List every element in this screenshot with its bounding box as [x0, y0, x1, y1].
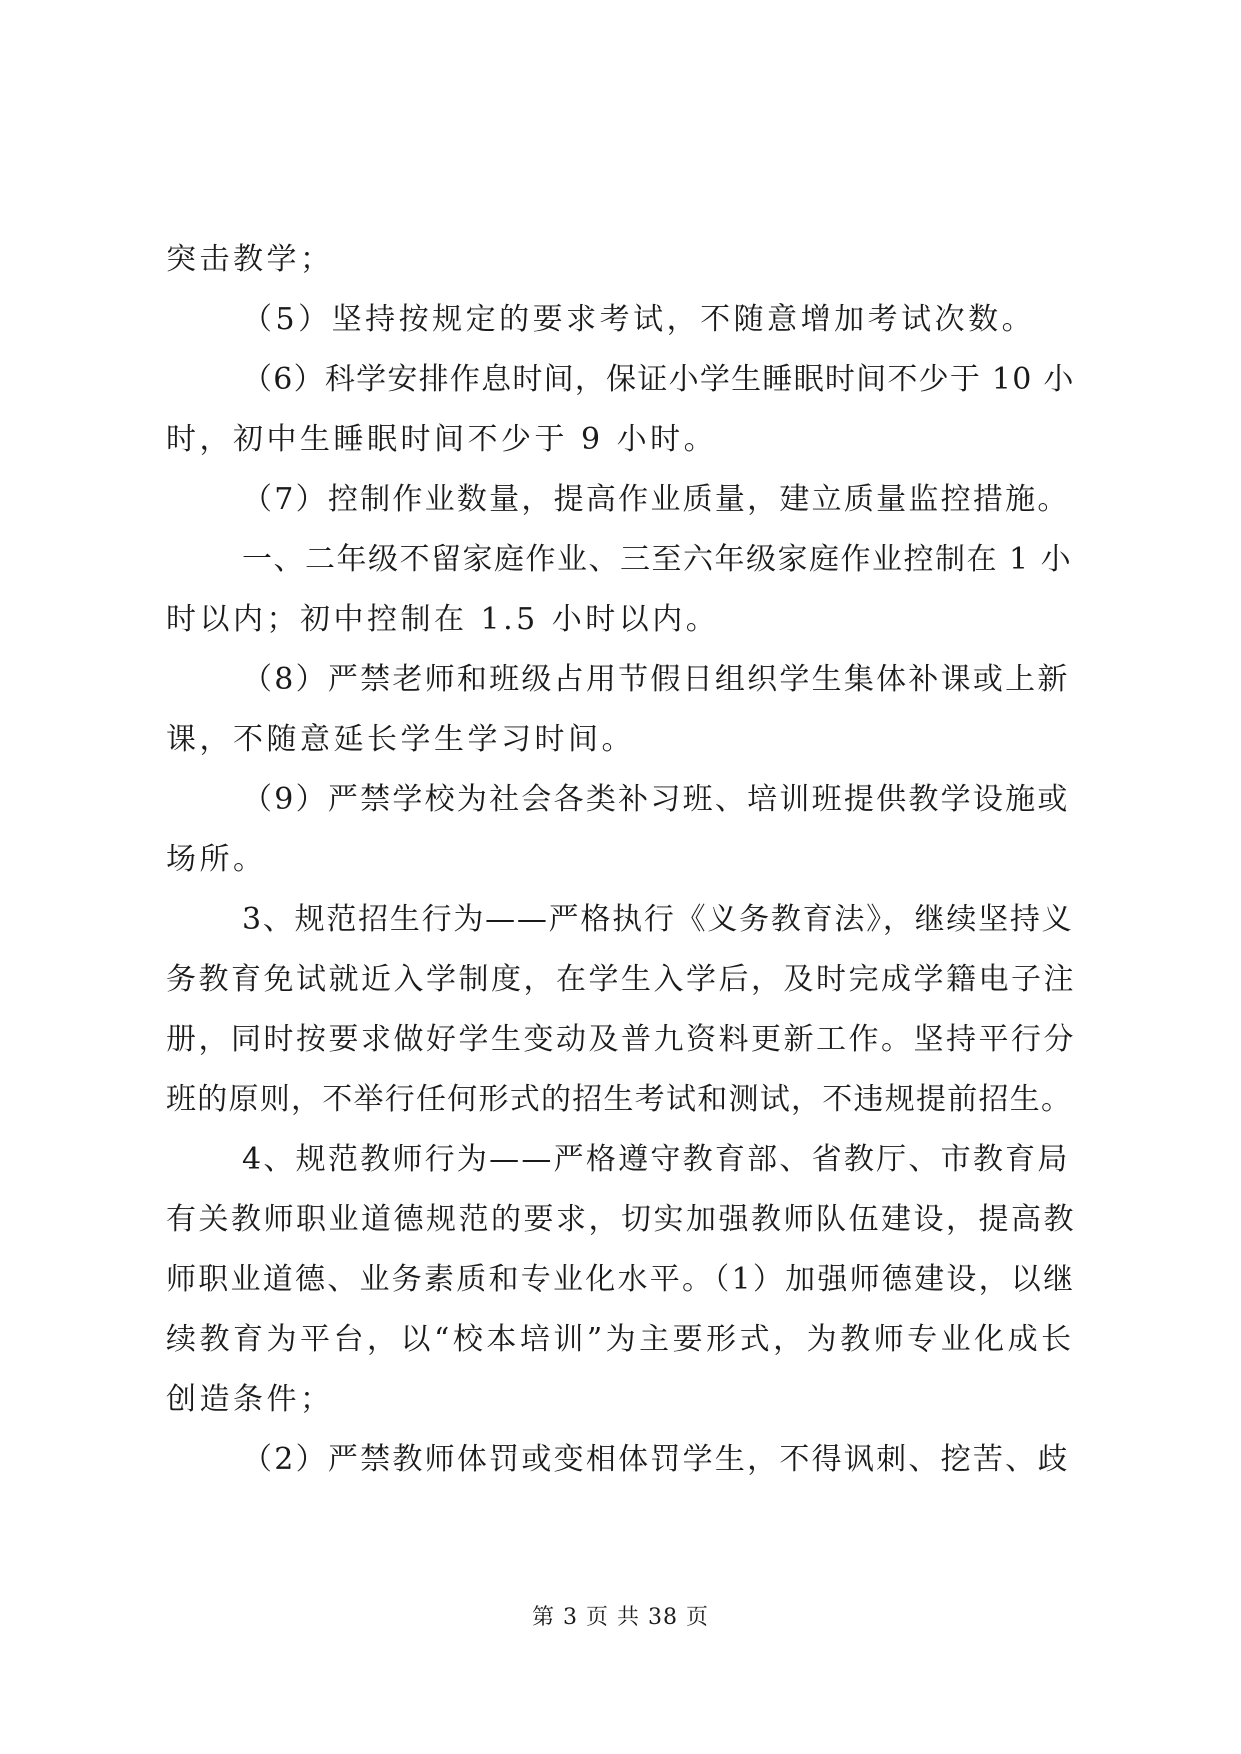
text-line: 班的原则，不举行任何形式的招生考试和测试，不违规提前招生。 [166, 1082, 1073, 1117]
text-line: （5）坚持按规定的要求考试，不随意增加考试次数。 [242, 302, 1036, 337]
text-line: 课，不随意延长学生学习时间。 [166, 722, 635, 757]
text-line: 突击教学； [166, 242, 334, 277]
text-line: 册，同时按要求做好学生变动及普九资料更新工作。坚持平行分 [166, 1022, 1076, 1057]
text-line: 4、规范教师行为——严格遵守教育部、省教厅、市教育局 [242, 1142, 1070, 1177]
text-line: （6）科学安排作息时间，保证小学生睡眠时间不少于 10 小 [242, 362, 1075, 397]
page-footer: 第 3 页 共 38 页 [532, 1605, 709, 1630]
text-line: （2）严禁教师体罚或变相体罚学生，不得讽刺、挖苦、歧 [242, 1442, 1070, 1477]
text-line: （8）严禁老师和班级占用节假日组织学生集体补课或上新 [242, 662, 1070, 697]
text-line: 3、规范招生行为——严格执行《义务教育法》，继续坚持义 [242, 902, 1074, 937]
text-line: 师职业道德、业务素质和专业化水平。（1）加强师德建设，以继 [166, 1262, 1076, 1297]
text-line: 场所。 [166, 842, 267, 877]
body-text [166, 230, 1076, 1490]
text-line: 务教育免试就近入学制度，在学生入学后，及时完成学籍电子注 [166, 962, 1076, 997]
text-line: 时，初中生睡眠时间不少于 9 小时。 [166, 422, 718, 457]
text-line: 一、二年级不留家庭作业、三至六年级家庭作业控制在 1 小 [242, 542, 1073, 577]
text-line: （7）控制作业数量，提高作业质量，建立质量监控措施。 [242, 482, 1070, 517]
text-line: （9）严禁学校为社会各类补习班、培训班提供教学设施或 [242, 782, 1070, 817]
text-line: 有关教师职业道德规范的要求，切实加强教师队伍建设，提高教 [166, 1202, 1076, 1237]
text-line: 创造条件； [166, 1382, 334, 1417]
text-line: 续教育为平台，以“校本培训”为主要形式，为教师专业化成长 [166, 1322, 1075, 1357]
text-line: 时以内；初中控制在 1.5 小时以内。 [166, 602, 720, 637]
